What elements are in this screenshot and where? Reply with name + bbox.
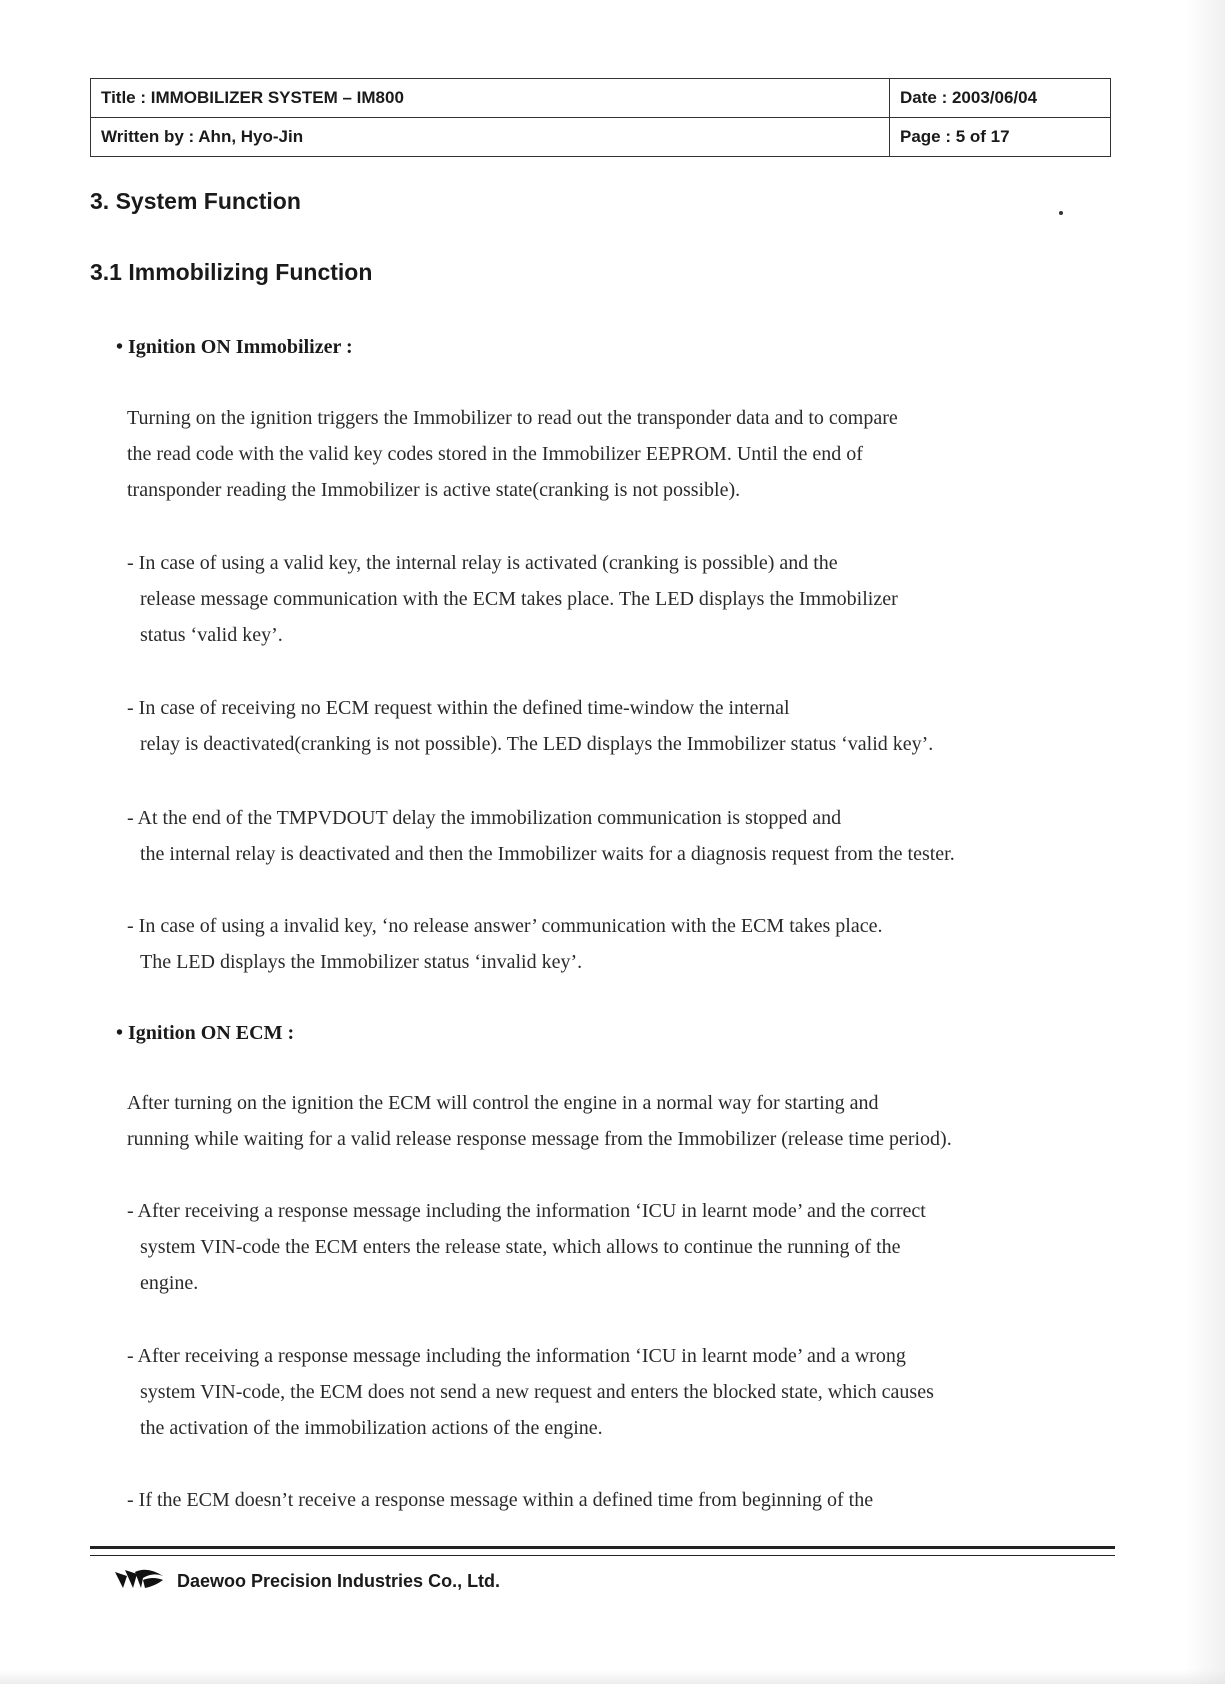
text-line: engine. bbox=[140, 1272, 199, 1294]
ecm-item-no-response bbox=[127, 1482, 873, 1518]
text-line: - After receiving a response message including the information ‘ICU in learnt mode’ and the correct bbox=[127, 1200, 926, 1222]
doc-author-cell: Written by : Ahn, Hyo-Jin bbox=[91, 118, 890, 157]
text-line: - In case of receiving no ECM request within the defined time-window the internal bbox=[127, 697, 790, 719]
text-line: running while waiting for a valid release response message from the Immobilizer (release time period). bbox=[127, 1128, 952, 1150]
footer-rule bbox=[90, 1546, 1115, 1556]
text-line: system VIN-code the ECM enters the release state, which allows to continue the running of the bbox=[140, 1236, 901, 1258]
daewoo-logo-icon bbox=[113, 1566, 165, 1597]
text-line: system VIN-code, the ECM does not send a new request and enters the blocked state, which causes bbox=[140, 1381, 934, 1403]
text-line: the read code with the valid key codes stored in the Immobilizer EEPROM. Until the end of bbox=[127, 443, 863, 465]
text-line: - In case of using a invalid key, ‘no release answer’ communication with the ECM takes place. bbox=[127, 915, 883, 937]
subsection-heading: 3.1 Immobilizing Function bbox=[90, 259, 373, 285]
immobilizer-intro-paragraph bbox=[127, 400, 898, 508]
doc-date-cell: Date : 2003/06/04 bbox=[890, 79, 1111, 118]
ignition-ecm-heading: • Ignition ON ECM : bbox=[116, 1022, 295, 1044]
text-line: The LED displays the Immobilizer status ‘invalid key’. bbox=[140, 951, 583, 973]
immobilizer-item-tmpvdout bbox=[127, 800, 955, 872]
page-edge-shadow bbox=[1185, 0, 1225, 1684]
text-line: - At the end of the TMPVDOUT delay the immobilization communication is stopped and bbox=[127, 807, 842, 829]
ecm-intro-paragraph bbox=[127, 1085, 952, 1157]
text-line: status ‘valid key’. bbox=[140, 624, 283, 646]
ecm-item-wrong-vin bbox=[127, 1338, 934, 1446]
text-line: - In case of using a valid key, the internal relay is activated (cranking is possible) and the bbox=[127, 552, 838, 574]
footer bbox=[113, 1566, 500, 1597]
header-row-1 bbox=[91, 79, 1111, 118]
company-name: Daewoo Precision Industries Co., Ltd. bbox=[177, 1571, 501, 1591]
text-line: transponder reading the Immobilizer is active state(cranking is not possible). bbox=[127, 479, 741, 501]
section-heading: 3. System Function bbox=[90, 188, 301, 214]
text-line: the activation of the immobilization actions of the engine. bbox=[140, 1417, 603, 1439]
text-line: - After receiving a response message including the information ‘ICU in learnt mode’ and a wrong bbox=[127, 1345, 906, 1367]
page-bottom-shadow bbox=[0, 1670, 1225, 1684]
doc-title-cell: Title : IMMOBILIZER SYSTEM – IM800 bbox=[91, 79, 890, 118]
header-row-2 bbox=[91, 118, 1111, 157]
text-line: - If the ECM doesn’t receive a response message within a defined time from beginning of the bbox=[127, 1489, 874, 1511]
immobilizer-item-invalid-key bbox=[127, 908, 883, 980]
text-line: Turning on the ignition triggers the Immobilizer to read out the transponder data and to compare bbox=[127, 407, 898, 429]
text-line: release message communication with the ECM takes place. The LED displays the Immobilizer bbox=[140, 588, 898, 610]
text-line: relay is deactivated(cranking is not possible). The LED displays the Immobilizer status ‘valid key’. bbox=[140, 733, 934, 755]
ecm-item-correct-vin bbox=[127, 1193, 926, 1301]
text-line: After turning on the ignition the ECM will control the engine in a normal way for starting and bbox=[127, 1092, 879, 1114]
immobilizer-item-valid-key bbox=[127, 545, 898, 653]
ignition-immobilizer-heading: • Ignition ON Immobilizer : bbox=[116, 336, 353, 358]
scan-dot bbox=[1059, 211, 1063, 215]
text-line: the internal relay is deactivated and then the Immobilizer waits for a diagnosis request from the tester. bbox=[140, 843, 955, 865]
doc-page-cell: Page : 5 of 17 bbox=[890, 118, 1111, 157]
document-header-table bbox=[90, 78, 1111, 157]
immobilizer-item-no-ecm-request bbox=[127, 690, 933, 762]
